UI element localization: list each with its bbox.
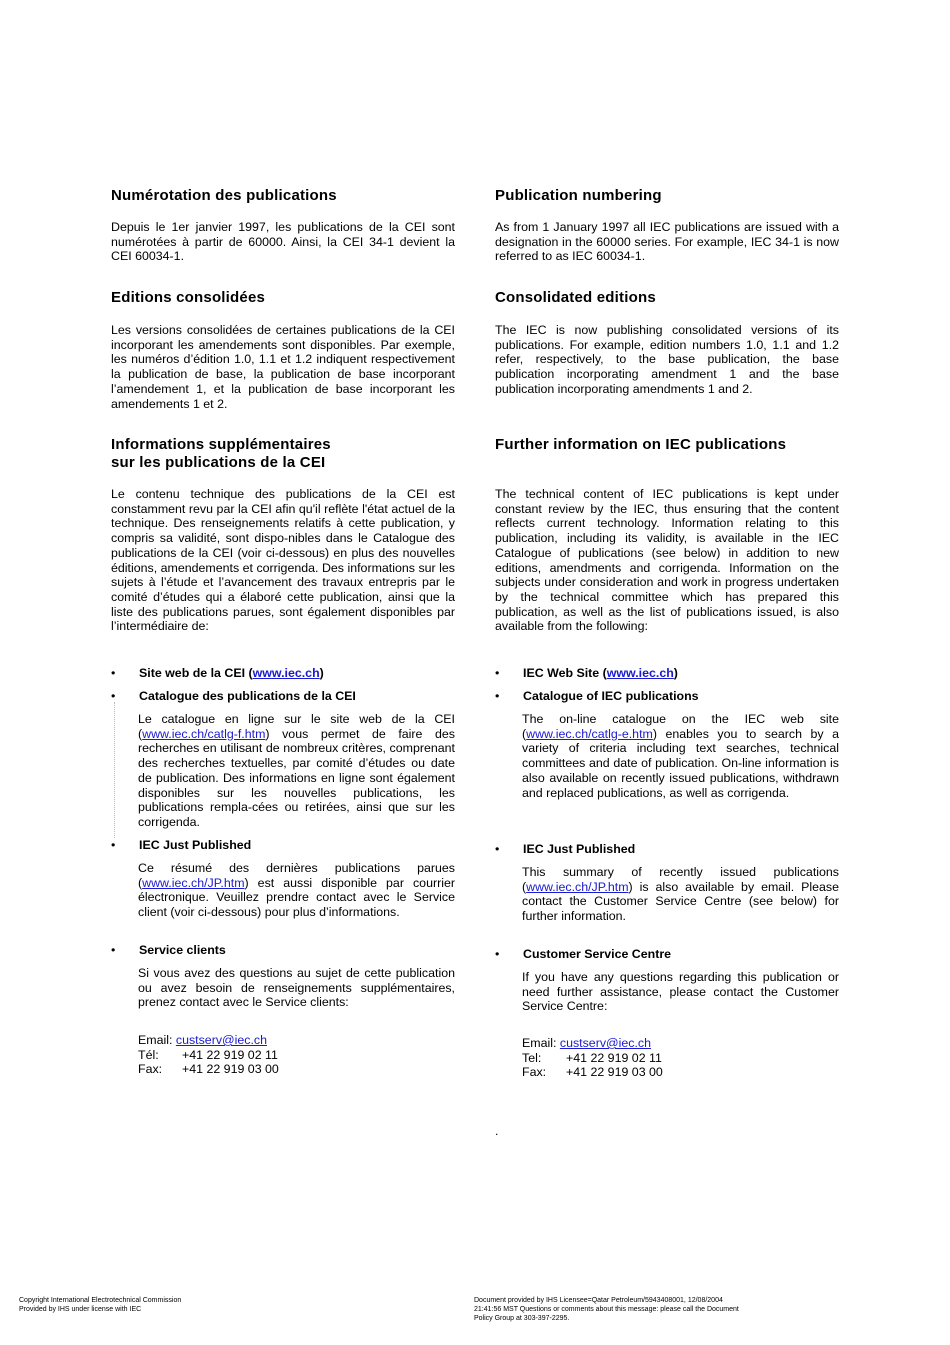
bullet-service-clients: • Service clients (111, 943, 226, 957)
email-link-fr[interactable]: custserv@iec.ch (175, 1033, 267, 1047)
bullet-icon: • (111, 943, 116, 957)
link-catalogue-en[interactable]: www.iec.ch/catlg-e.htm (526, 726, 653, 741)
para-service-clients: Si vous avez des questions au sujet de cette publication ou avez besoin de renseignements supplémentaires, prenez contact avec le Service clients: (138, 966, 455, 1010)
tel-line: Tél: +41 22 919 02 11 (138, 1047, 278, 1062)
email-line: Email: custserv@iec.ch (138, 1033, 267, 1047)
bullet-icon: • (495, 947, 500, 961)
bullet-site-web: • Site web de la CEI (www.iec.ch) (111, 666, 324, 680)
bullet-catalogue: • Catalogue des publications de la CEI (111, 689, 356, 703)
para-editions-consolidees: Les versions consolidées de certaines publications de la CEI incorporant les amendements sont disponibles. Par exemple, les numéros d’édition 1.0, 1.1 et 1.2 indiquent respectivement la publication de base, la publication de base incorporant l’amendement 1, et la publication de base incorporant les amendements 1 et 2. (111, 323, 455, 411)
para-customer-service: If you have any questions regarding this publication or need further assistance, please contact the Customer Service Centre: (522, 970, 839, 1014)
heading-consolidated-editions: Consolidated editions (495, 289, 656, 306)
heading-further-information: Further information on IEC publications (495, 436, 787, 453)
footer-copyright: Copyright International Electrotechnical Commission (19, 1297, 182, 1304)
margin-dotted-rule (114, 702, 115, 838)
bullet-catalogue-en: • Catalogue of IEC publications (495, 689, 699, 703)
para-publication-numbering: As from 1 January 1997 all IEC publications are issued with a designation in the 60000 series. For example, IEC 34-1 is now referred to as IEC 60034-1. (495, 220, 839, 264)
footer-contact: Policy Group at 303-397-2295. (474, 1315, 570, 1322)
fax-line: Fax: +41 22 919 03 00 (522, 1065, 663, 1080)
link-iec-site[interactable]: www.iec.ch (252, 666, 320, 680)
bullet-just-published: • IEC Just Published (111, 838, 252, 852)
footer-provided: Provided by IHS under license with IEC (19, 1306, 142, 1313)
fax-line: Fax: +41 22 919 03 00 (138, 1062, 279, 1077)
bullet-icon: • (111, 666, 116, 680)
email-link-en[interactable]: custserv@iec.ch (559, 1036, 651, 1050)
para-catalogue: Le catalogue en ligne sur le site web de la CEI (www.iec.ch/catlg-f.htm) vous permet de faire des recherches en utilisant de nombreux critères, comprenant des recherches textuelles, par comité d’études ou date de publication. Des informations en ligne sont également disponibles sur les nouvelles publications, les publications rempla-cées ou retirées, ainsi que sur les corrigenda. (138, 712, 455, 829)
stray-period: . (495, 1124, 499, 1138)
para-informations: Le contenu technique des publications de la CEI est constamment revu par la CEI afin qu'il reflète l'état actuel de la technique. Des renseignements relatifs à cette publication, y compris sa validité, sont dispo-nibles dans le Catalogue des publications de la CEI (voir ci-dessous) en plus des nouvelles éditions, amendements et corrigenda. Des informations sur les sujets à l’étude et l’avancement des travaux entrepris par le comité d’études qui a élaboré cette publication, ainsi que la liste des publications parues, sont également disponibles par l’intermédiaire de: (111, 487, 455, 634)
footer-right (474, 1296, 739, 1323)
bullet-icon: • (495, 842, 500, 856)
bullet-icon: • (111, 838, 116, 852)
link-iec-site-en[interactable]: www.iec.ch (606, 666, 674, 680)
bullet-icon: • (495, 666, 500, 680)
contact-block-fr (138, 1033, 455, 1077)
bullet-icon: • (111, 689, 116, 703)
contact-block-en (522, 1036, 839, 1080)
para-consolidated-editions: The IEC is now publishing consolidated versions of its publications. For example, edition numbers 1.0, 1.1 and 1.2 refer, respectively, to the base publication, the base publication incorporating amendment 1 and the base publication incorporating amendments 1 and 2. (495, 323, 839, 396)
heading-numerotation: Numérotation des publications (111, 187, 337, 204)
link-jp-fr[interactable]: www.iec.ch/JP.htm (142, 875, 245, 890)
bullet-web-site: • IEC Web Site (www.iec.ch) (495, 666, 678, 680)
heading-editions-consolidees: Editions consolidées (111, 289, 266, 306)
tel-line: Tel: +41 22 919 02 11 (522, 1050, 662, 1065)
heading-publication-numbering: Publication numbering (495, 187, 662, 204)
bullet-just-published-en: • IEC Just Published (495, 842, 636, 856)
para-catalogue-en: The on-line catalogue on the IEC web site (www.iec.ch/catlg-e.htm) enables you to search by a variety of criteria including text searches, technical committees and date of publication. On-line information is also available on recently issued publications, withdrawn and replaced publications, as well as corrigenda. (522, 712, 839, 800)
footer-timestamp: 21:41:56 MST Questions or comments about this message: please call the Document (474, 1306, 739, 1313)
para-just-published-en: This summary of recently issued publications (www.iec.ch/JP.htm) is also available by email. Please contact the Customer Service Centre (see below) for further information. (522, 865, 839, 924)
para-further-information: The technical content of IEC publications is kept under constant review by the IEC, thus ensuring that the content reflects current technology. Information relating to this publication, including its validity, is available in the IEC Catalogue of publications (see below) in addition to new editions, amendments and corrigenda. Information on the subjects under consideration and work in progress undertaken by the technical committee which has prepared this publication, as well as the list of publications issued, is also available from the following: (495, 487, 839, 634)
footer-license: Document provided by IHS Licensee=Qatar Petroleum/5943408001, 12/08/2004 (474, 1297, 723, 1304)
para-numerotation: Depuis le 1er janvier 1997, les publications de la CEI sont numérotées à partir de 60000. Ainsi, la CEI 34-1 devient la CEI 60034-1. (111, 220, 455, 264)
link-catalogue-fr[interactable]: www.iec.ch/catlg-f.htm (142, 726, 266, 741)
footer-left (19, 1296, 181, 1314)
para-just-published: Ce résumé des dernières publications parues (www.iec.ch/JP.htm) est aussi disponible par courrier électronique. Veuillez prendre contact avec le Service client (voir ci-dessous) pour plus d’informations. (138, 861, 455, 920)
heading-informations-line1: Informations supplémentaires (111, 436, 331, 453)
email-line: Email: custserv@iec.ch (522, 1036, 651, 1050)
bullet-icon: • (495, 689, 500, 703)
link-jp-en[interactable]: www.iec.ch/JP.htm (526, 879, 629, 894)
bullet-customer-service: • Customer Service Centre (495, 947, 672, 961)
heading-informations-line2: sur les publications de la CEI (111, 454, 326, 471)
